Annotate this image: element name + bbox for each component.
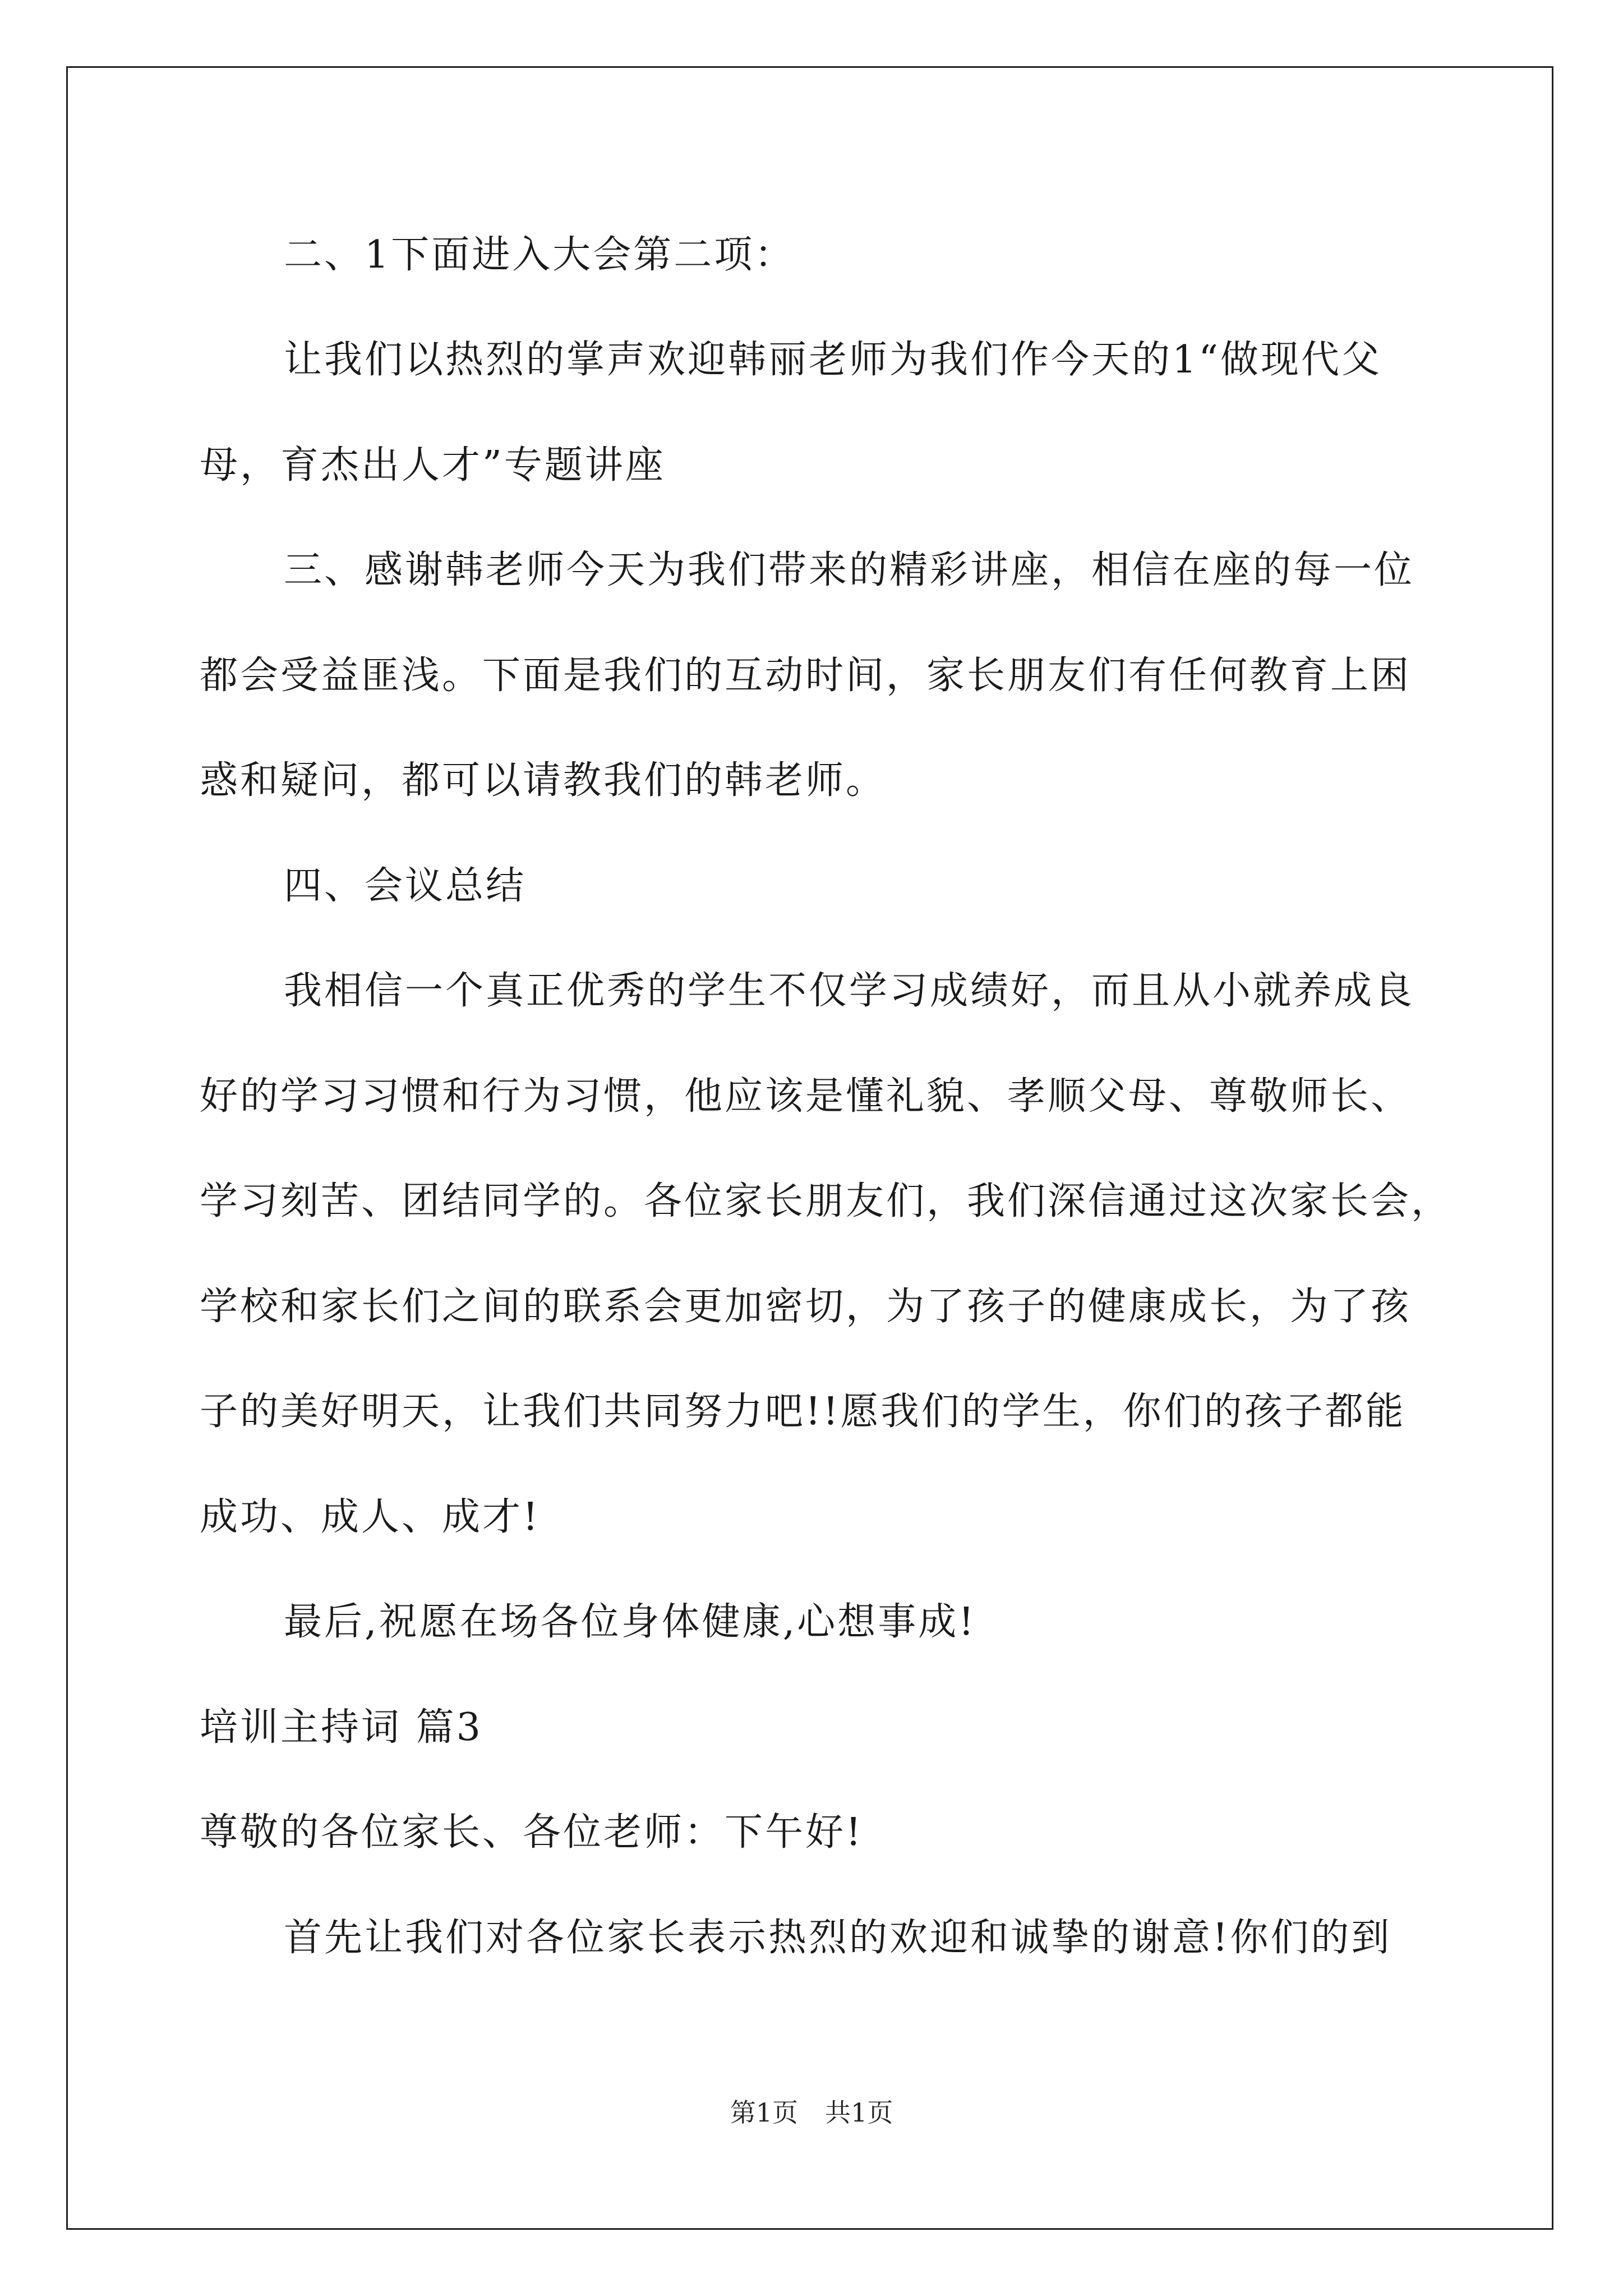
section-title: 培训主持词 篇3 <box>200 1705 483 1750</box>
paragraph-line: 让我们以热烈的掌声欢迎韩丽老师为我们作今天的1“做现代父 <box>284 338 1382 382</box>
paragraph-line: 惑和疑问，都可以请教我们的韩老师。 <box>200 758 887 803</box>
page-number: 第1页 <box>730 2097 798 2128</box>
paragraph-line: 都会受益匪浅。下面是我们的互动时间，家长朋友们有任何教育上困 <box>200 654 1412 698</box>
page-footer <box>0 2097 1623 2128</box>
paragraph-line: 母，育杰出人才”专题讲座 <box>200 443 666 487</box>
paragraph-line: 二、1下面进入大会第二项： <box>284 233 795 277</box>
greeting-line: 尊敬的各位家长、各位老师：下午好! <box>200 1810 864 1855</box>
paragraph-line: 成功、成人、成才! <box>200 1495 541 1539</box>
paragraph-line: 好的学习习惯和行为习惯，他应该是懂礼貌、孝顺父母、尊敬师长、 <box>200 1074 1412 1119</box>
paragraph-line: 子的美好明天，让我们共同努力吧!!愿我们的学生，你们的孩子都能 <box>200 1389 1406 1434</box>
paragraph-line: 我相信一个真正优秀的学生不仅学习成绩好，而且从小就养成良 <box>284 969 1415 1013</box>
page-border <box>66 66 1553 2230</box>
page-total: 共1页 <box>825 2097 893 2128</box>
paragraph-line: 学习刻苦、团结同学的。各位家长朋友们，我们深信通过这次家长会， <box>200 1179 1452 1223</box>
section-heading: 四、会议总结 <box>284 864 527 908</box>
paragraph-line: 三、感谢韩老师今天为我们带来的精彩讲座，相信在座的每一位 <box>284 548 1415 592</box>
paragraph-line: 学校和家长们之间的联系会更加密切，为了孩子的健康成长，为了孩 <box>200 1285 1412 1329</box>
paragraph-line: 首先让我们对各位家长表示热烈的欢迎和诚挚的谢意!你们的到 <box>284 1916 1392 1960</box>
paragraph-line: 最后,祝愿在场各位身体健康,心想事成! <box>284 1600 976 1644</box>
